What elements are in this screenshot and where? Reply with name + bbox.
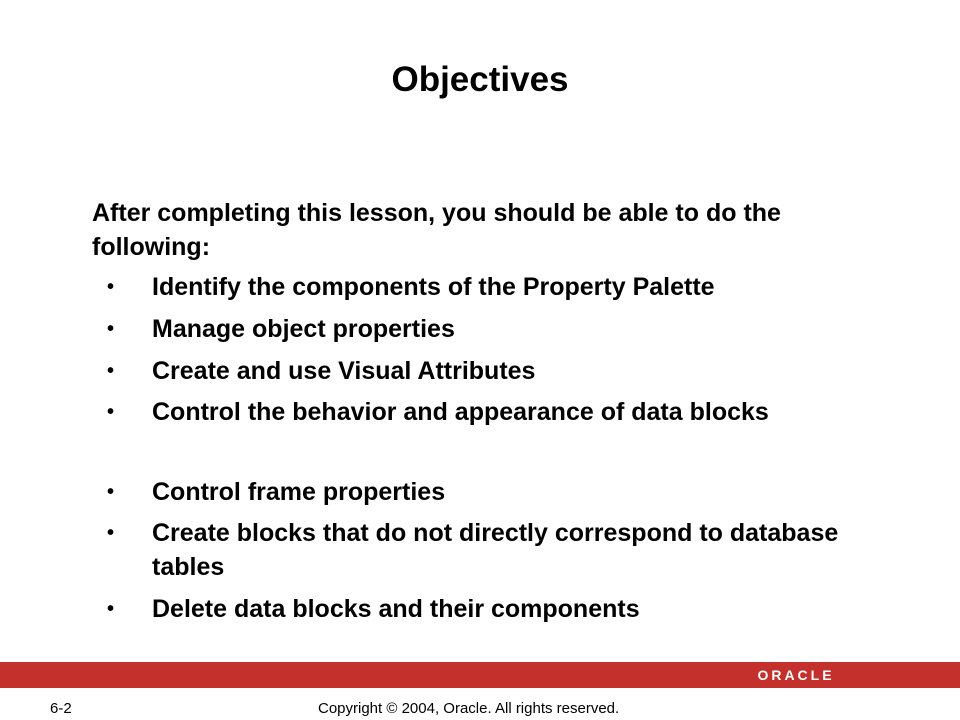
list-item-text: Manage object properties [152, 315, 455, 343]
oracle-logo-text: ORACLE [757, 668, 835, 682]
list-item-text: Delete data blocks and their components [152, 595, 640, 623]
bullet-icon: • [107, 401, 115, 423]
copyright-text: Copyright © 2004, Oracle. All rights reserved. [318, 700, 620, 717]
list-item [0, 354, 960, 395]
list-item [0, 270, 960, 312]
list-item-text: Control the behavior and appearance of data blocks [152, 398, 769, 426]
oracle-logo [730, 668, 862, 682]
list-item-text: Identify the components of the Property Palette [152, 273, 715, 301]
page-number: 6-2 [50, 700, 72, 717]
list-item-text: Create and use Visual Attributes [152, 357, 536, 385]
list-item-text: Create blocks that do not directly correspond to database tables [152, 519, 839, 581]
bullet-icon: • [107, 598, 115, 620]
bullet-icon: • [107, 276, 115, 298]
list-item [0, 592, 960, 632]
slide-title: Objectives [391, 60, 569, 99]
intro-text: After completing this lesson, you should be able to do the following: [92, 199, 781, 261]
list-item-text: Control frame properties [152, 478, 446, 506]
bullet-icon: • [107, 360, 115, 382]
bullet-icon: • [107, 522, 115, 544]
bullet-icon: • [107, 318, 115, 340]
list-item [0, 312, 960, 354]
list-item [0, 395, 960, 475]
objectives-list [0, 270, 960, 632]
list-item [0, 475, 960, 516]
bullet-icon: • [107, 481, 115, 503]
list-item [0, 516, 960, 592]
